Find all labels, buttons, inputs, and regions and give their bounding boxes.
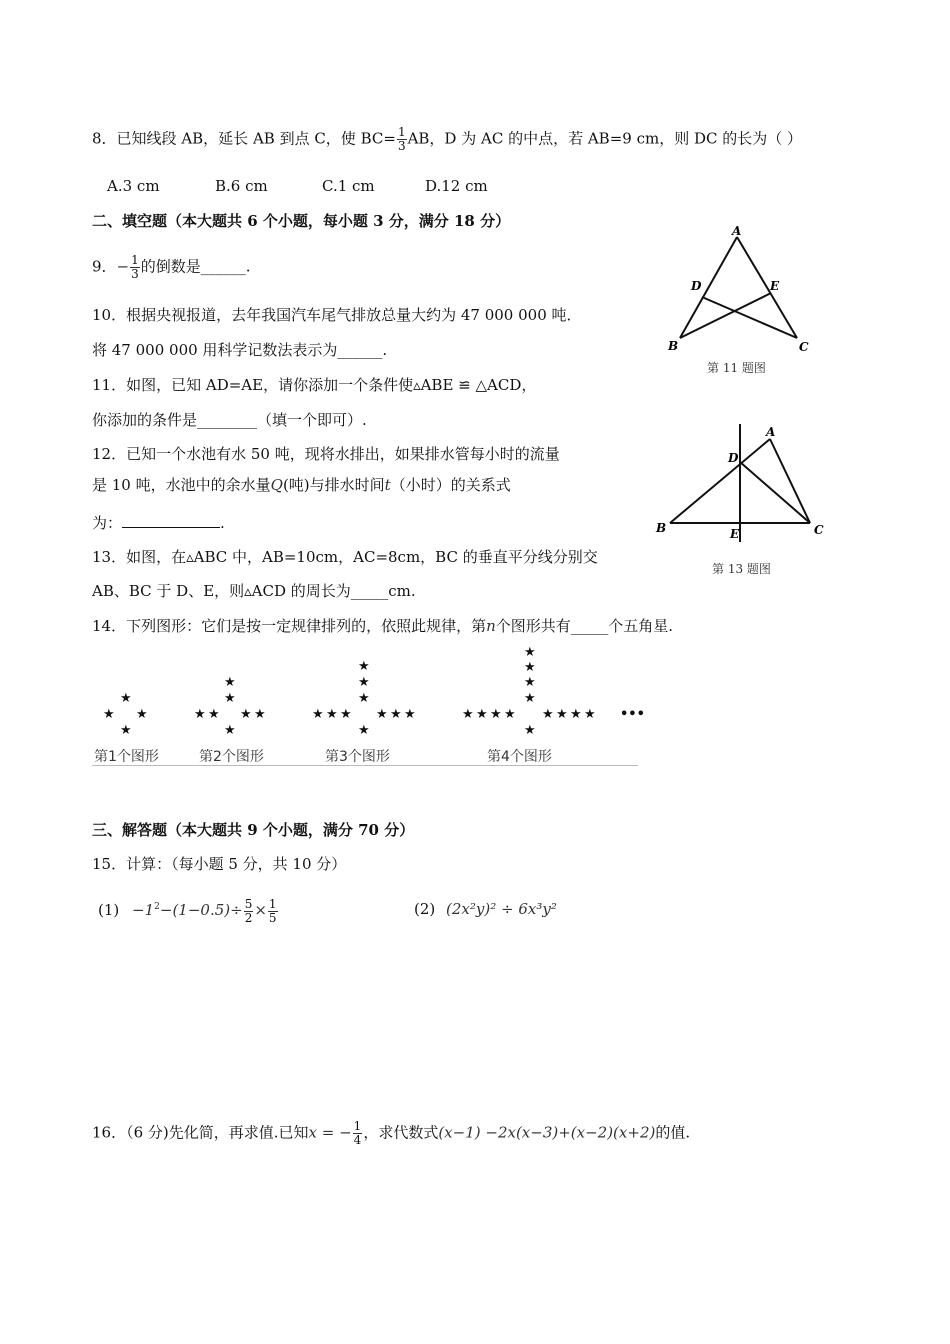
star-icon: ★ (120, 691, 132, 706)
label-d: D (728, 451, 739, 465)
question-13-line-1: 13．如图，在▵ABC 中，AB=10cm，AC=8cm，BC 的垂直平分线分别交 (92, 548, 598, 566)
star-pattern-figure (92, 642, 645, 766)
label-e: E (730, 527, 740, 541)
star-icon: ★ (254, 707, 266, 722)
star-icon: ★ (376, 707, 388, 722)
label-b: B (656, 521, 667, 535)
star-icon: ★ (312, 707, 324, 722)
variable-q: Q (270, 476, 283, 494)
question-15-title: 15．计算：（每小题 5 分，共 10 分） (92, 855, 347, 873)
label-a: A (732, 225, 742, 238)
question-13-line-2: AB、BC 于 D、E，则▵ACD 的周长为_____cm. (92, 582, 416, 600)
fraction-one-third: $\frac{1}{3}$ (131, 253, 139, 281)
star-icon: ★ (524, 675, 536, 690)
star-icon: ★ (556, 707, 568, 722)
question-8-text-a: 已知线段 AB，延长 AB 到点 C，使 BC= (116, 129, 396, 148)
figure-11-triangle (660, 225, 820, 355)
star-icon: ★ (462, 707, 474, 722)
question-9 (92, 254, 251, 281)
star-icon: ★ (584, 707, 596, 722)
label-d: D (691, 279, 702, 293)
star-icon: ★ (120, 723, 132, 738)
star-icon: ★ (542, 707, 554, 722)
figure-divider (92, 765, 638, 766)
variable-n: n (486, 617, 496, 635)
star-icon: ★ (340, 707, 352, 722)
question-15-part-2: (2) (2x²y)² ÷ 6x³y² (414, 900, 557, 918)
fraction-one-third: $\frac{1}{3}$ (397, 125, 406, 153)
figure-11-caption: 第 11 题图 (707, 361, 766, 375)
star-icon: ★ (208, 707, 220, 722)
question-8-option-c: C.1 cm (322, 177, 375, 195)
figure-label-4: 第4个图形 (487, 749, 552, 765)
star-icon: ★ (358, 691, 370, 706)
star-icon: ★ (524, 723, 536, 738)
question-9-number: 9． (92, 257, 117, 276)
answer-blank (122, 513, 220, 528)
question-16: 16．（6 分)先化简，再求值.已知x = − $\frac{1}{4}$ ，求代数式(x−1) −2x(x−3)+(x−2)(x+2)的值. (92, 1119, 691, 1147)
ellipsis: ••• (620, 707, 645, 722)
star-icon: ★ (570, 707, 582, 722)
label-e: E (770, 279, 780, 293)
star-icon: ★ (476, 707, 488, 722)
star-icon: ★ (103, 707, 115, 722)
question-12-line-1: 12．已知一个水池有水 50 吨，现将水排出，如果排水管每小时的流量 (92, 445, 560, 463)
star-icon: ★ (224, 675, 236, 690)
star-icon: ★ (358, 675, 370, 690)
question-15-part-1: $(1) -1^2-(1-0.5)\div$ $\frac{5}{2}$ × $\frac{1}{5}$ (98, 896, 277, 925)
question-8-text-b: AB，D 为 AC 的中点，若 AB=9 cm，则 DC 的长为（ ） (407, 129, 803, 148)
label-b: B (668, 339, 679, 353)
star-icon: ★ (224, 723, 236, 738)
question-12-line-2: 是 10 吨，水池中的余水量Q(吨)与排水时间t（小时）的关系式 (92, 476, 511, 494)
question-11-line-2: 你添加的条件是________（填一个即可）. (92, 411, 367, 429)
star-icon: ★ (326, 707, 338, 722)
question-14: 14．下列图形：它们是按一定规律排列的，依照此规律，第n个图形共有_____个五角星. (92, 617, 674, 635)
question-12-line-3: 为： . (92, 514, 225, 532)
star-icon: ★ (490, 707, 502, 722)
figure-13-triangle (650, 420, 835, 545)
question-8 (92, 126, 802, 153)
question-10-line-1: 10．根据央视报道，去年我国汽车尾气排放总量大约为 47 000 000 吨． (92, 306, 582, 324)
label-c: C (814, 523, 824, 537)
star-icon: ★ (136, 707, 148, 722)
question-11-line-1: 11．如图，已知 AD=AE，请你添加一个条件使▵ABE ≌ △ACD， (92, 376, 537, 394)
question-8-option-a: A.3 cm (107, 177, 160, 195)
star-icon: ★ (240, 707, 252, 722)
star-icon: ★ (194, 707, 206, 722)
label-a: A (766, 425, 776, 439)
variable-t: t (384, 476, 391, 494)
figure-label-3: 第3个图形 (325, 749, 390, 765)
question-10-line-2: 将 47 000 000 用科学记数法表示为______. (92, 341, 388, 359)
question-9-text: 的倒数是______. (140, 257, 251, 276)
question-8-number: 8． (92, 129, 117, 148)
star-icon: ★ (524, 645, 536, 660)
star-icon: ★ (390, 707, 402, 722)
label-c: C (799, 340, 809, 354)
fraction-one-quarter: $\frac{1}{4}$ (353, 1119, 362, 1147)
figure-label-2: 第2个图形 (199, 749, 264, 765)
figure-13-caption: 第 13 题图 (712, 562, 771, 576)
question-8-option-b: B.6 cm (215, 177, 268, 195)
section-3-title: 三、解答题（本大题共 9 个小题，满分 70 分） (92, 821, 415, 839)
minus-sign: − (116, 257, 130, 276)
figure-label-1: 第1个图形 (94, 749, 159, 765)
star-icon: ★ (524, 660, 536, 675)
star-icon: ★ (524, 691, 536, 706)
star-icon: ★ (224, 691, 236, 706)
section-2-title: 二、填空题（本大题共 6 个小题，每小题 3 分，满分 18 分） (92, 212, 511, 230)
star-icon: ★ (404, 707, 416, 722)
question-8-option-d: D.12 cm (425, 177, 488, 195)
star-icon: ★ (358, 659, 370, 674)
star-icon: ★ (504, 707, 516, 722)
star-icon: ★ (358, 723, 370, 738)
